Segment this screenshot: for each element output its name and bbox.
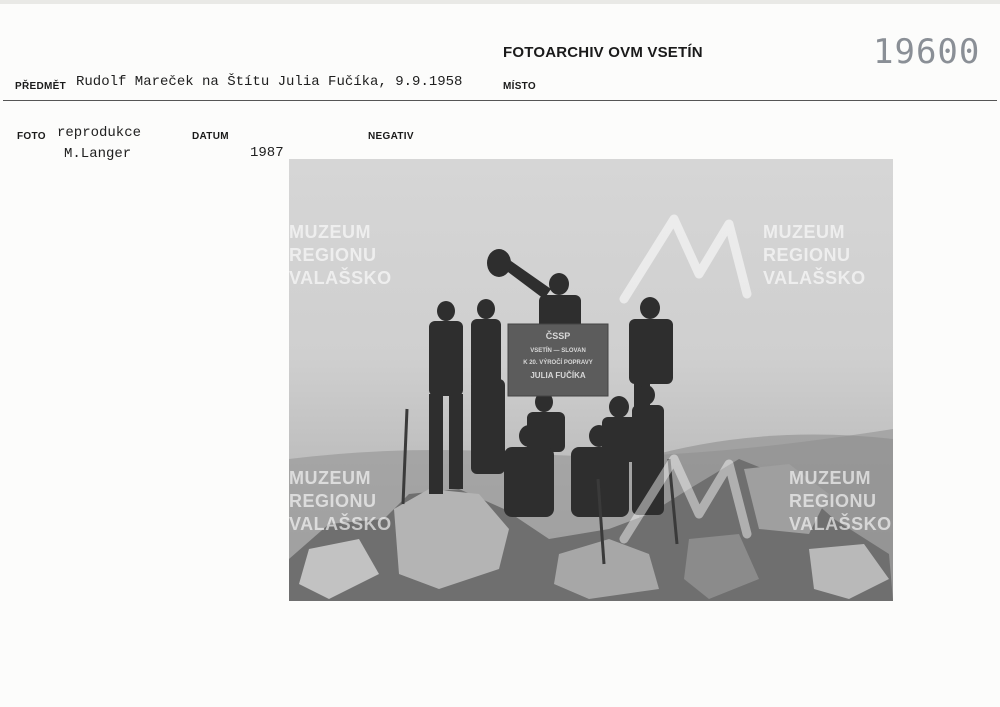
header-divider	[3, 100, 997, 101]
date-label: DATUM	[192, 131, 229, 142]
archive-title: FOTOARCHIV OVM VSETÍN	[503, 44, 703, 61]
banner-line-3: K 20. VÝROČÍ POPRAVY	[523, 360, 593, 366]
watermark-top-right: MUZEUM REGIONU VALAŠSKO	[763, 222, 866, 288]
banner-line-4: JULIA FUČÍKA	[530, 371, 586, 380]
group-photograph	[289, 159, 893, 601]
subject-value: Rudolf Mareček na Štítu Julia Fučíka, 9.9.1958	[76, 74, 463, 90]
place-label: MÍSTO	[503, 81, 536, 92]
photo-label: FOTO	[17, 131, 46, 142]
banner-line-1: ČSSP	[545, 331, 571, 341]
photo-value: reprodukce	[57, 125, 142, 141]
banner-line-2: VSETÍN — SLOVAN	[530, 348, 586, 354]
subject-label: PŘEDMĚT	[15, 81, 66, 92]
inventory-number: 19600	[873, 32, 981, 72]
negative-label: NEGATIV	[368, 131, 414, 142]
watermark-bottom-left: MUZEUM REGIONU VALAŠSKO	[289, 468, 392, 534]
museum-logo-icon	[624, 219, 747, 299]
watermark-top-left: MUZEUM REGIONU VALAŠSKO	[289, 222, 392, 288]
date-value: 1987	[250, 145, 284, 161]
card-top-edge	[0, 0, 1000, 4]
photographer: M.Langer	[64, 146, 132, 162]
watermark-bottom-right: MUZEUM REGIONU VALAŠSKO	[789, 468, 892, 534]
